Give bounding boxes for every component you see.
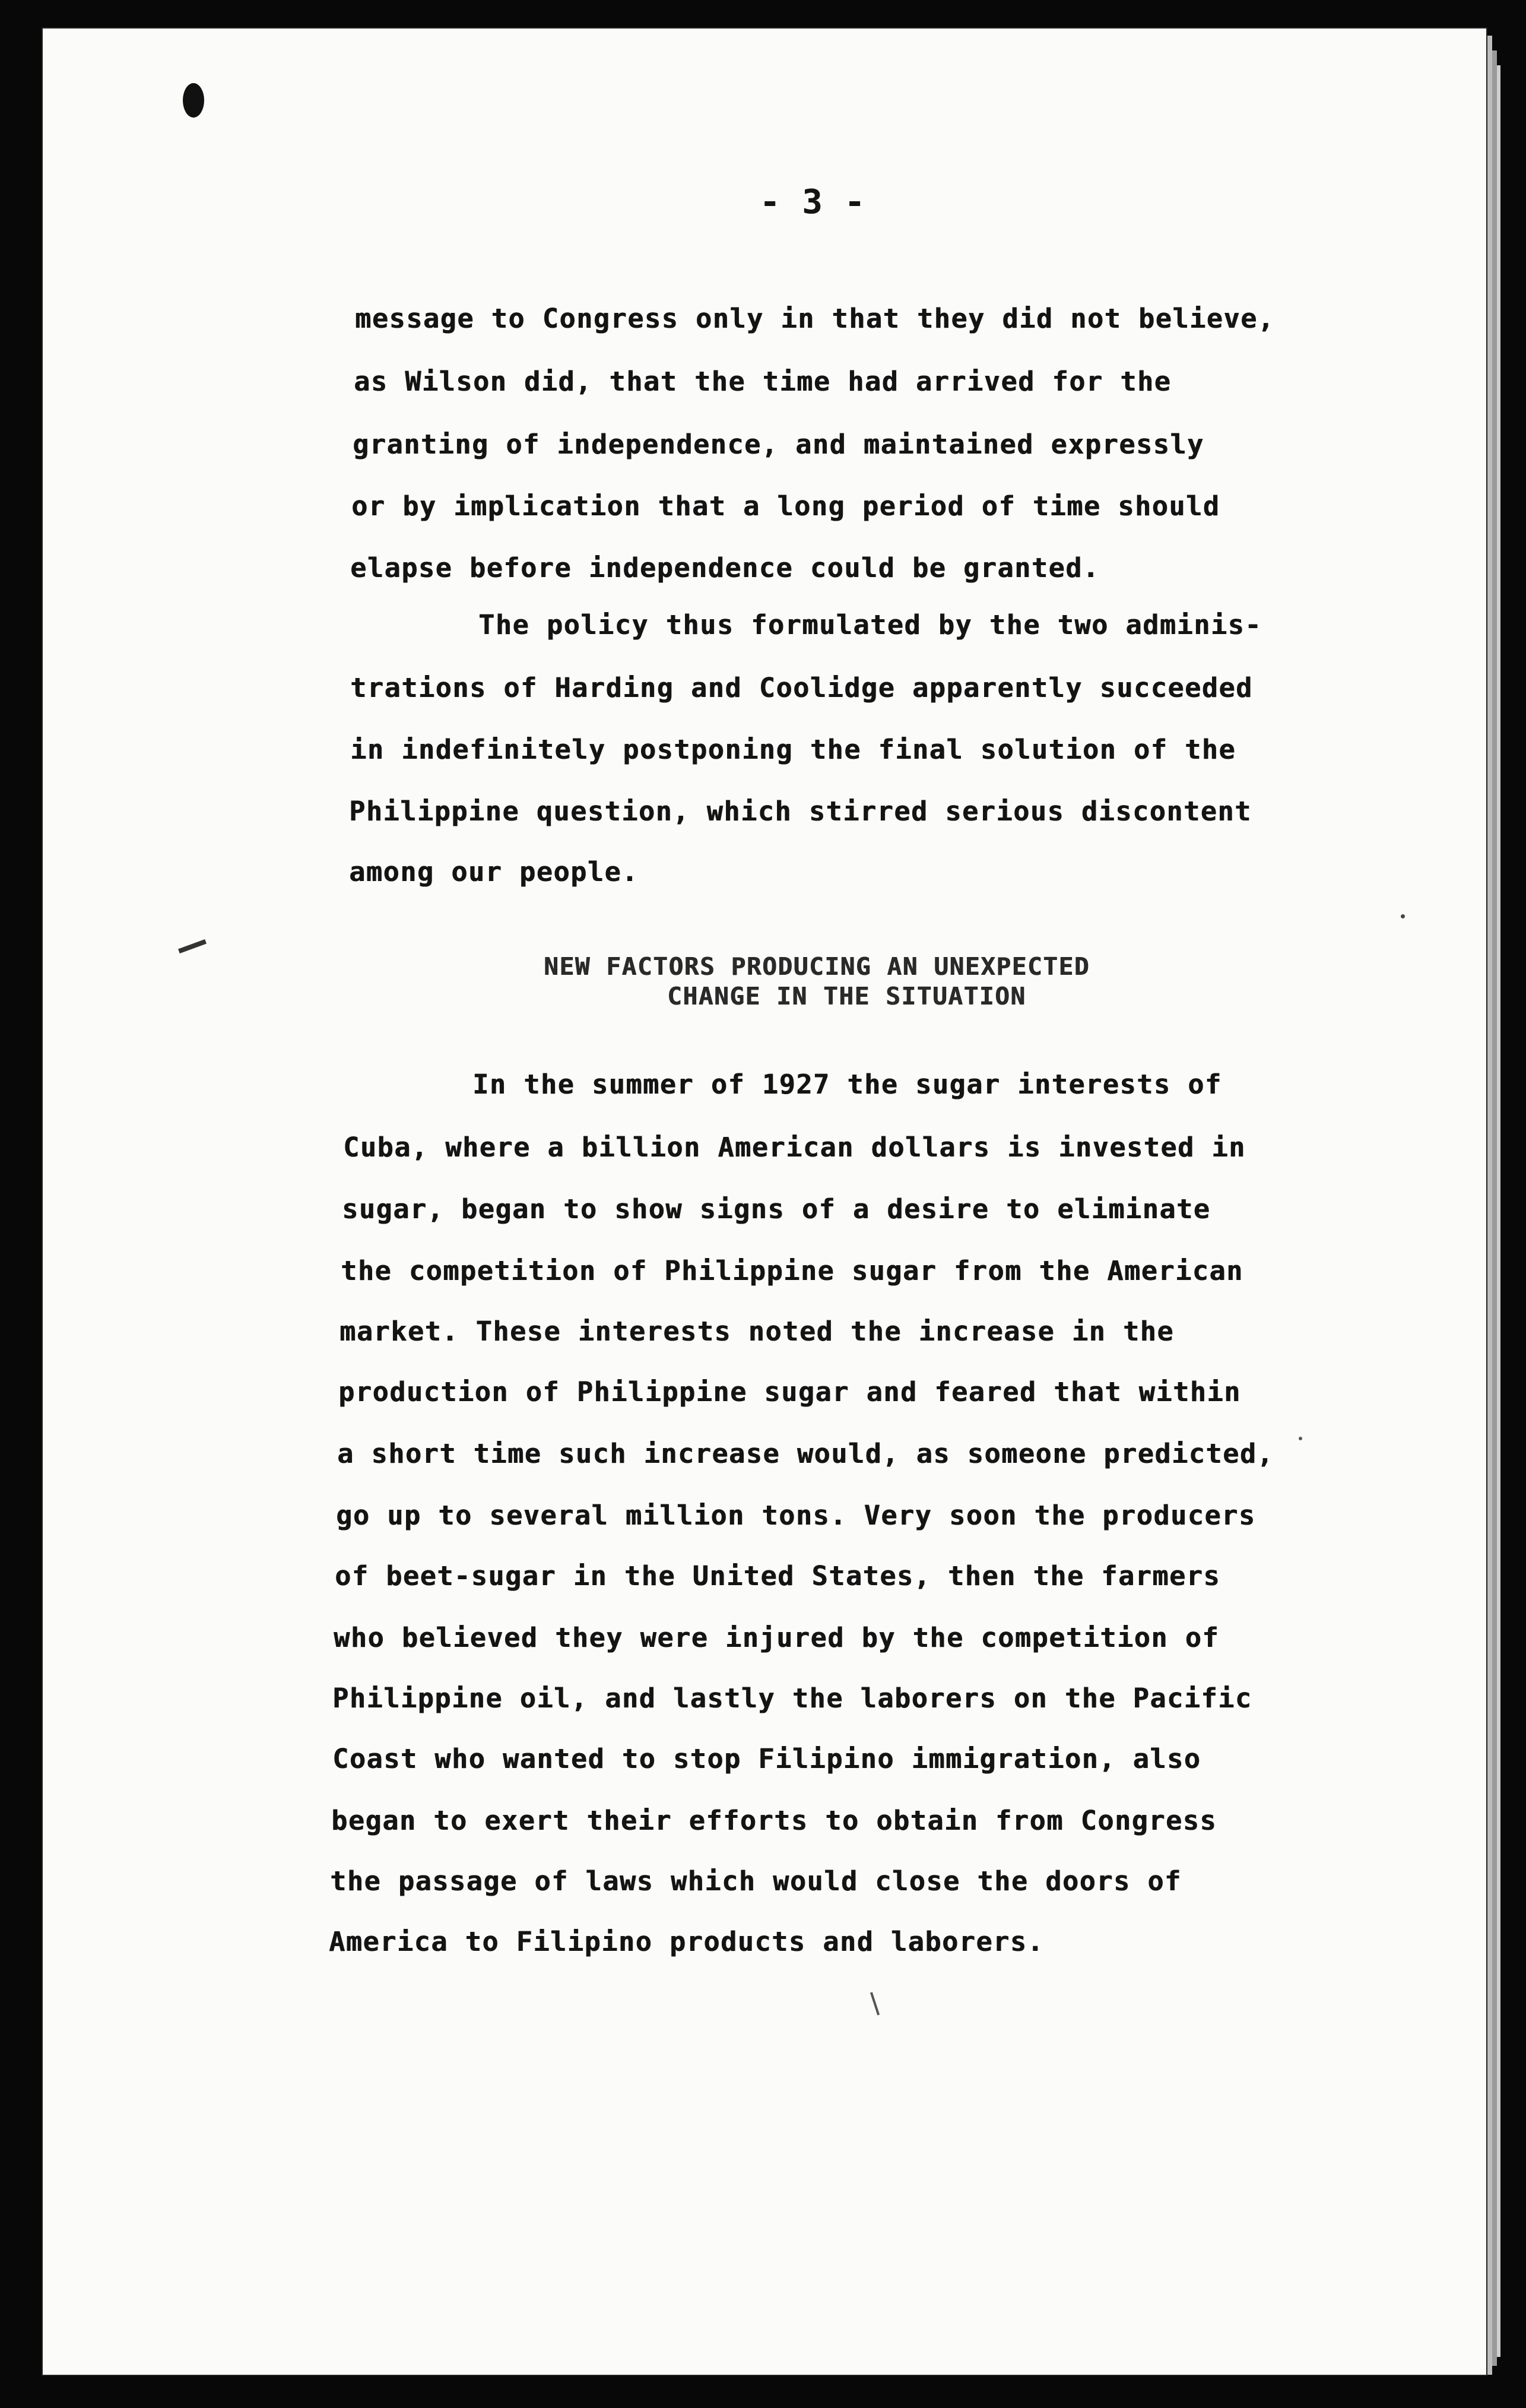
text-line: market. These interests noted the increase in the xyxy=(340,1316,1174,1347)
paper-speck xyxy=(1299,1437,1302,1440)
punch-hole-mark xyxy=(183,83,204,118)
heading-line: NEW FACTORS PRODUCING AN UNEXPECTED xyxy=(544,952,1090,981)
page-number: - 3 - xyxy=(760,183,866,221)
text-line: Philippine oil, and lastly the laborers on the Pacific xyxy=(332,1683,1252,1714)
text-line: in indefinitely postponing the final solution of the xyxy=(350,734,1236,765)
text-line: or by implication that a long period of time should xyxy=(351,490,1220,522)
text-line: of beet-sugar in the United States, then the farmers xyxy=(335,1560,1220,1592)
text-line: among our people. xyxy=(349,856,639,888)
text-line: the passage of laws which would close the doors of xyxy=(330,1865,1182,1897)
text-line: America to Filipino products and laborers. xyxy=(329,1926,1045,1957)
text-line: Philippine question, which stirred serious discontent xyxy=(349,796,1252,827)
text-line: the competition of Philippine sugar from the American xyxy=(341,1255,1243,1287)
heading-line: CHANGE IN THE SITUATION xyxy=(667,982,1026,1010)
text-line: sugar, began to show signs of a desire to eliminate xyxy=(342,1193,1211,1225)
text-line: Cuba, where a billion American dollars is invested in xyxy=(343,1132,1246,1163)
text-line: granting of independence, and maintained expressly xyxy=(353,429,1204,460)
text-line: who believed they were injured by the competition of xyxy=(334,1622,1219,1653)
text-line: go up to several million tons. Very soon the producers xyxy=(336,1500,1256,1531)
text-line: a short time such increase would, as someone predicted, xyxy=(337,1438,1274,1469)
text-line: as Wilson did, that the time had arrived for the xyxy=(354,366,1172,397)
text-line: The policy thus formulated by the two adminis- xyxy=(478,609,1262,641)
text-line: trations of Harding and Coolidge apparently succeeded xyxy=(350,672,1253,704)
page-edge xyxy=(1497,65,1500,2357)
paper-speck xyxy=(1401,914,1405,918)
text-line: message to Congress only in that they did not believe, xyxy=(355,303,1275,334)
text-line: In the summer of 1927 the sugar interests of xyxy=(472,1069,1222,1100)
page-edge xyxy=(1492,50,1497,2366)
text-line: elapse before independence could be granted. xyxy=(350,552,1100,584)
text-line: began to exert their efforts to obtain from Congress xyxy=(331,1805,1217,1836)
text-line: Coast who wanted to stop Filipino immigration, also xyxy=(332,1743,1201,1775)
text-line: production of Philippine sugar and feared that within xyxy=(338,1376,1241,1408)
